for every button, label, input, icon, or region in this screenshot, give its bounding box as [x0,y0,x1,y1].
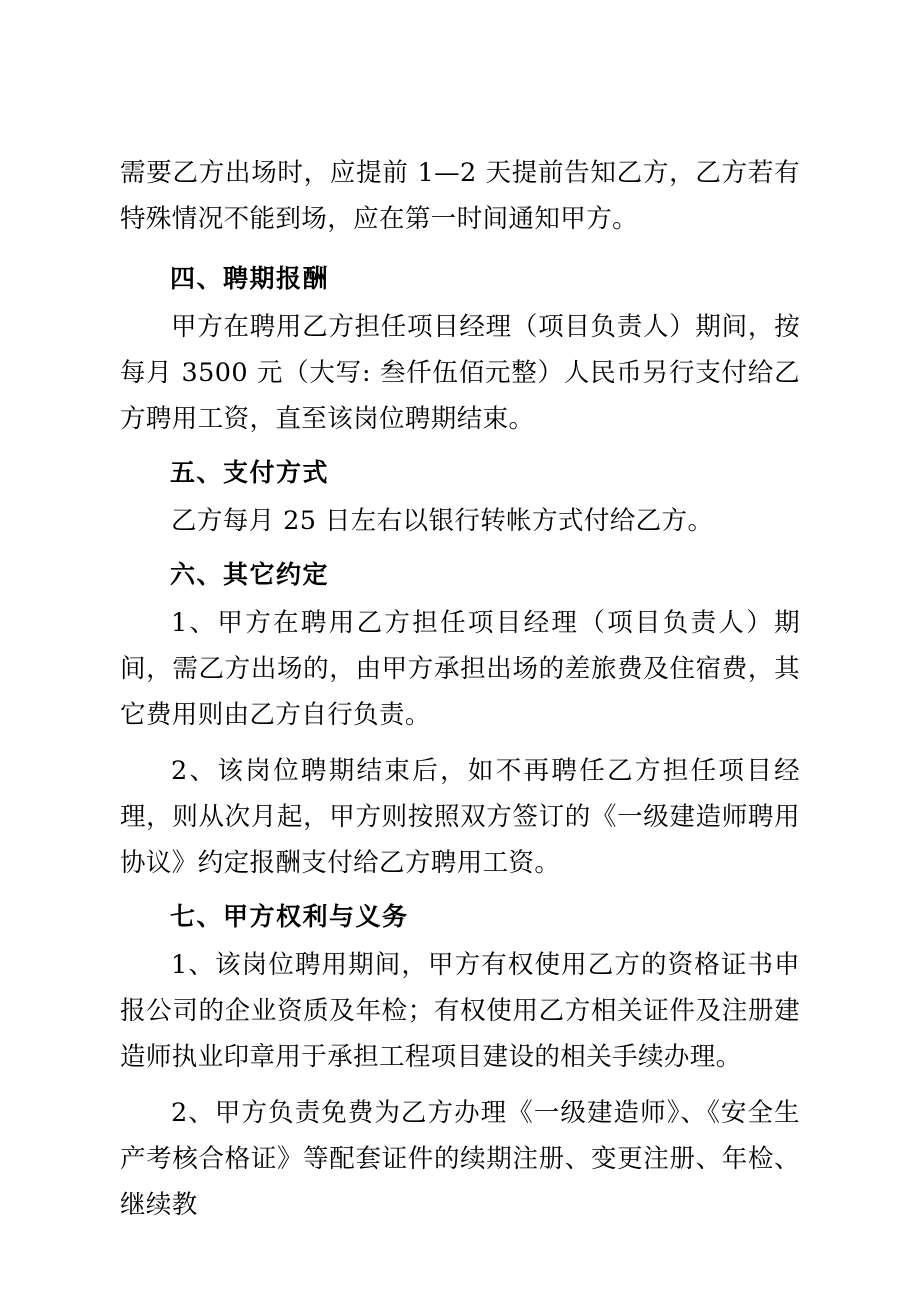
section-heading-five: 五、支付方式 [170,458,330,487]
paragraph-intro: 需要乙方出场时，应提前 1—2 天提前告知乙方，乙方若有特殊情况不能到场，应在第一时间通知甲方。 [120,158,800,234]
paragraph-other-terms-1: 1、甲方在聘用乙方担任项目经理（项目负责人）期间，需乙方出场的，由甲方承担出场的差旅费及住宿费，其它费用则由乙方自行负责。 [120,608,800,730]
paragraph-other-terms-2: 2、该岗位聘期结束后，如不再聘任乙方担任项目经理，则从次月起，甲方则按照双方签订的《一级建造师聘用协议》约定报酬支付给乙方聘用工资。 [120,756,800,878]
spacer [120,1082,800,1090]
document-body [120,150,800,1228]
section-heading-seven: 七、甲方权利与义务 [170,902,409,931]
paragraph-payment-method: 乙方每月 25 日左右以银行转帐方式付给乙方。 [171,506,714,536]
spacer [120,244,800,248]
section-heading-four: 四、聘期报酬 [170,264,330,293]
paragraph-party-a-rights-2: 2、甲方负责免费为乙方办理《一级建造师》、《安全生产考核合格证》等配套证件的续期注册、变更注册、年检、继续教 [120,1098,800,1220]
paragraph-party-a-rights-1: 1、该岗位聘用期间，甲方有权使用乙方的资格证书申报公司的企业资质及年检；有权使用乙方相关证件及注册建造师执业印章用于承担工程项目建设的相关手续办理。 [120,950,800,1072]
spacer [120,740,800,748]
section-heading-six: 六、其它约定 [170,560,330,589]
paragraph-compensation: 甲方在聘用乙方担任项目经理（项目负责人）期间，按每月 3500 元（大写: 叁仟伍佰元整）人民币另行支付给乙方聘用工资，直至该岗位聘期结束。 [120,312,800,434]
